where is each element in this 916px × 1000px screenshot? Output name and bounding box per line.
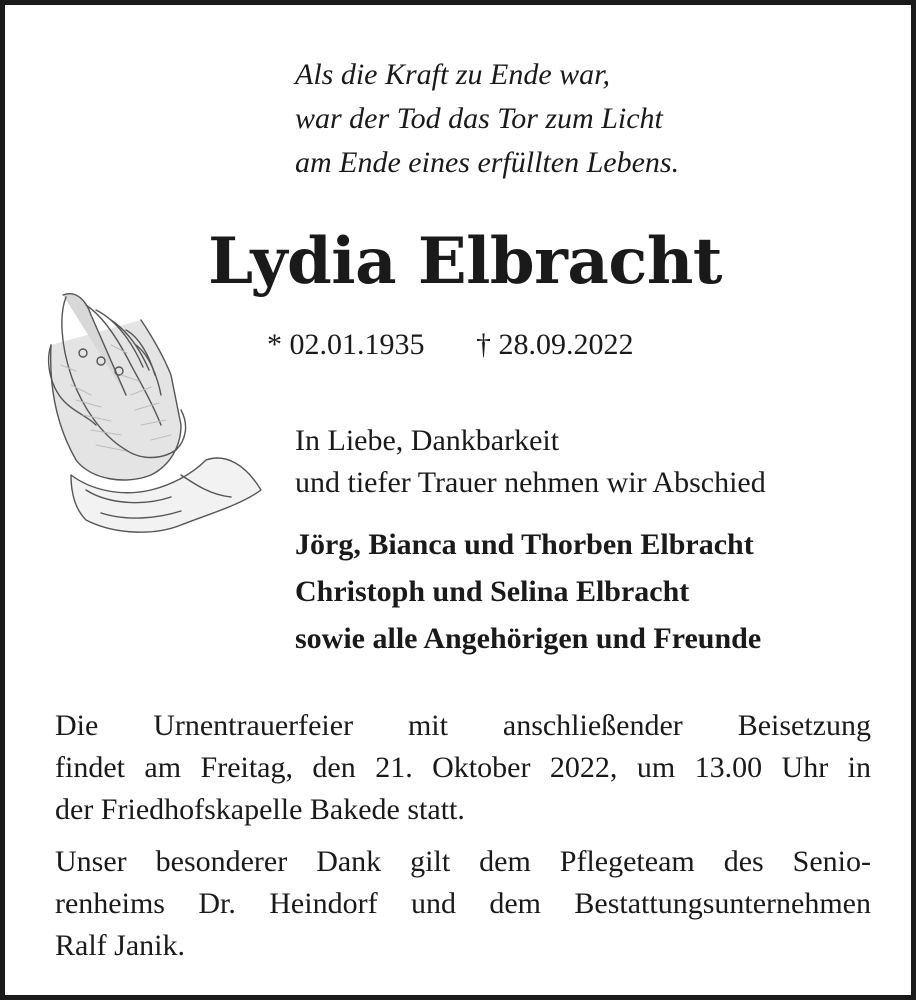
thanks-paragraph <box>55 841 871 967</box>
poem <box>295 53 855 185</box>
life-dates <box>267 323 687 367</box>
family-line: sowie alle Angehörigen und Freunde <box>295 622 762 655</box>
family-line: Jörg, Bianca und Thorben Elbracht <box>295 528 754 561</box>
birth-date: * 02.01.1935 <box>267 328 425 361</box>
intro-line: und tiefer Trauer nehmen wir Abschied <box>295 466 766 499</box>
thanks-line: renheims Dr. Heindorf und dem Bestattungsunternehmen <box>55 887 871 920</box>
poem-line: Als die Kraft zu Ende war, <box>295 58 611 91</box>
deceased-name: Lydia Elbracht <box>208 224 722 299</box>
thanks-line: Unser besonderer Dank gilt dem Pflegeteam des Senio- <box>55 845 871 878</box>
death-date: † 28.09.2022 <box>476 328 634 361</box>
poem-line: war der Tod das Tor zum Licht <box>295 102 663 135</box>
praying-hands-icon <box>31 275 271 545</box>
mourning-intro <box>295 420 895 504</box>
ceremony-line: der Friedhofskapelle Bakede statt. <box>55 793 465 826</box>
ceremony-paragraph <box>55 705 871 831</box>
family-names <box>295 521 895 662</box>
ceremony-line: findet am Freitag, den 21. Oktober 2022, um 13.00 Uhr in <box>55 751 871 784</box>
intro-line: In Liebe, Dankbarkeit <box>295 424 560 457</box>
ceremony-line: Die Urnentrauerfeier mit anschließender Beisetzung <box>55 709 871 742</box>
poem-line: am Ende eines erfüllten Lebens. <box>295 146 680 179</box>
family-line: Christoph und Selina Elbracht <box>295 575 690 608</box>
thanks-line: Ralf Janik. <box>55 929 185 962</box>
